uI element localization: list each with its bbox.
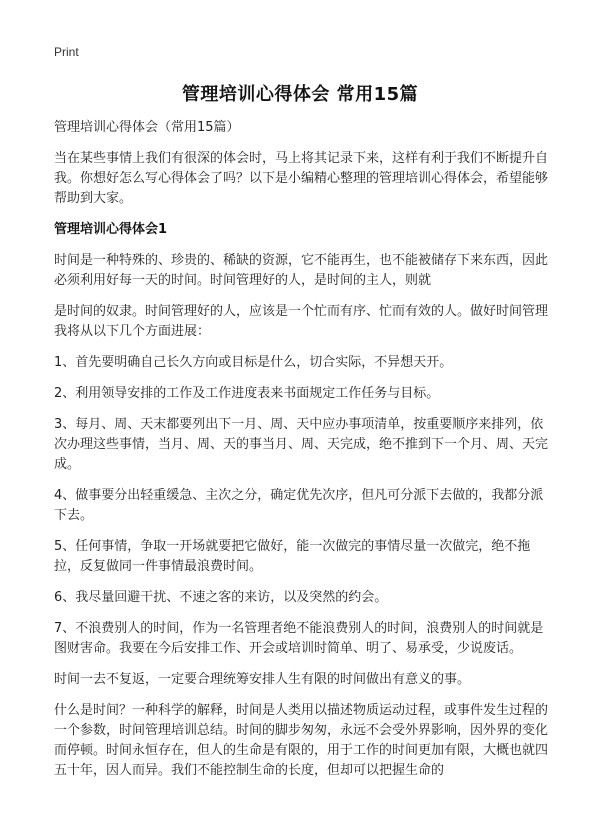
intro-paragraph: 当在某些事情上我们有很深的体会时，马上将其记录下来，这样有利于我们不断提升自我。你想好怎么写心得体会了吗？以下是小编精心整理的管理培训心得体会，希望能够帮助到大家。: [54, 151, 549, 206]
list-item: 2、利用领导安排的工作及工作进度表来书面规定工作任务与目标。: [54, 386, 440, 401]
list-item: 7、不浪费别人的时间，作为一名管理者绝不能浪费别人的时间，浪费别人的时间就是图财害命。我要在今后安排工作、开会或培训时简单、明了、易承受，少说废话。: [54, 621, 544, 656]
body-paragraph: 时间是一种特殊的、珍贵的、稀缺的资源，它不能再生，也不能被储存下来东西，因此必须利用好每一天的时间。时间管理好的人，是时间的主人，则就: [54, 253, 549, 288]
list-item: 6、我尽量回避干扰、不速之客的来访，以及突然的约会。: [54, 590, 388, 605]
list-item: 3、每月、周、天末都要列出下一月、周、天中应办事项清单，按重要顺序来排列，依次办理这些事情，当月、周、天的事当月、周、天完成，绝不推到下一个月、周、天完成。: [54, 417, 549, 472]
section-heading: 管理培训心得体会1: [54, 222, 168, 237]
intro-heading-line: 管理培训心得体会（常用15篇）: [54, 120, 240, 135]
body-paragraph: 什么是时间？一种科学的解释，时间是人类用以描述物质运动过程，或事件发生过程的一个参数，时间管理培训总结。时间的脚步匆匆，永远不会受外界影响，因外界的变化而停顿。时间永恒存在，但人的生命是有限的，用于工作的时间更加有限，大概也就四五十年，因人而异。我们不能控制生命的长度，但却可以把握生命的: [54, 703, 549, 778]
document-title: 管理培训心得体会 常用15篇: [181, 84, 419, 105]
print-label[interactable]: Print: [54, 45, 79, 59]
list-item: 1、首先要明确自己长久方向或目标是什么，切合实际，不异想天开。: [54, 355, 453, 370]
document-body: [54, 118, 548, 792]
body-paragraph: 时间一去不复返，一定要合理统筹安排人生有限的时间做出有意义的事。: [54, 672, 471, 687]
list-item: 4、做事要分出轻重缓急、主次之分，确定优先次序，但凡可分派下去做的，我都分派下去。: [54, 488, 544, 523]
list-item: 5、任何事情，争取一开场就要把它做好，能一次做完的事情尽量一次做完，绝不拖拉，反复做同一件事情最浪费时间。: [54, 539, 531, 574]
body-paragraph: 是时间的奴隶。时间管理好的人，应该是一个忙而有序、忙而有效的人。做好时间管理我将从以下几个方面进展：: [54, 304, 549, 339]
